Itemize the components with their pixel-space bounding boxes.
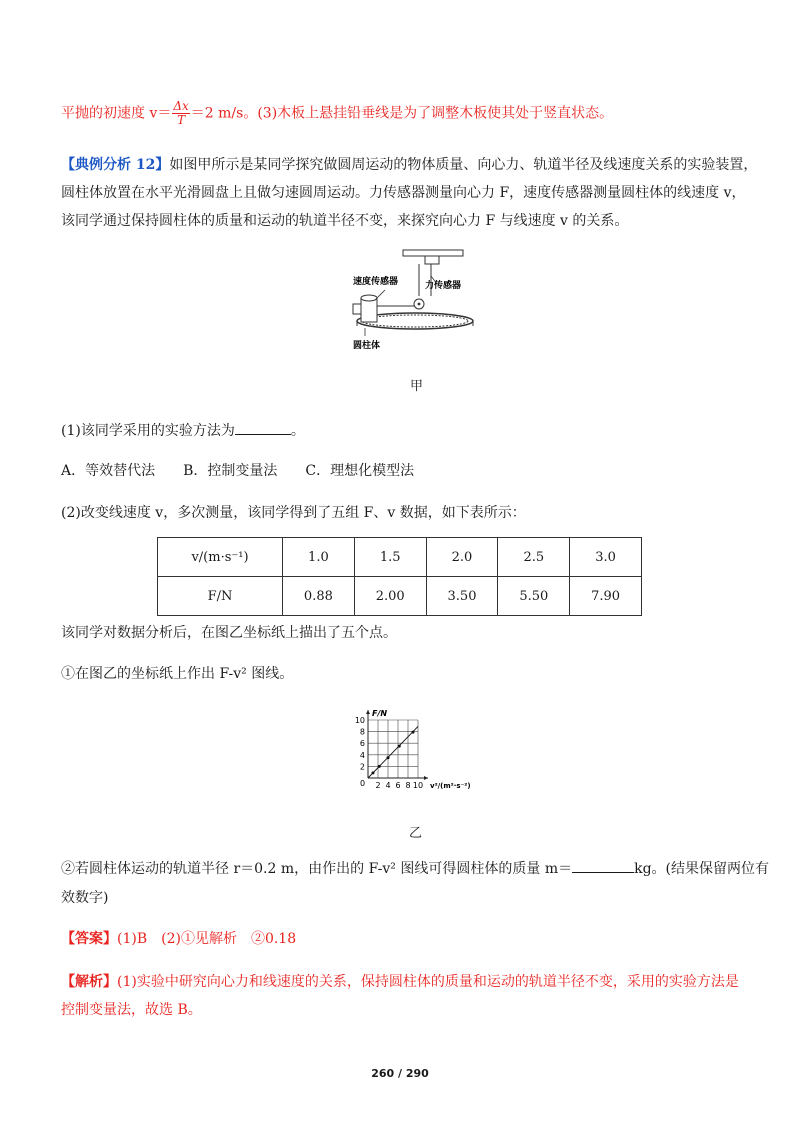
data-point: [378, 765, 381, 768]
question-1: [61, 420, 305, 440]
example-line-1: [61, 154, 757, 174]
table-header-f: F/N: [158, 577, 283, 616]
y-tick-label: 8: [359, 727, 365, 737]
table-row: [158, 538, 642, 577]
analysis-line-1: [61, 971, 739, 991]
question-1-end: 。: [290, 423, 305, 439]
answer-text: (1)B (2)①见解析 ②0.18: [117, 931, 297, 947]
data-point: [398, 745, 401, 748]
x-tick-label: 2: [375, 781, 381, 790]
example-text-1: 如图甲所示是某同学探究做圆周运动的物体质量、向心力、轨道半径及线速度关系的实验装置，: [169, 157, 758, 173]
x-tick-label: 6: [395, 781, 401, 790]
answer-tag: 【答案】: [61, 931, 117, 947]
example-tag: 【典例分析 12】: [61, 157, 170, 173]
table-cell: 2.5: [498, 538, 570, 577]
sub-question-2-text-a: ②若圆柱体运动的轨道半径 r＝0.2 m，由作出的 F-v² 图线可得圆柱体的质量 m＝: [61, 861, 573, 877]
page-number: 260 / 290: [371, 1067, 429, 1080]
table-header-v: v/(m·s⁻¹): [158, 538, 283, 577]
example-line-2: 圆柱体放置在水平光滑圆盘上且做匀速圆周运动。力传感器测量向心力 F，速度传感器测量圆柱体的线速度 v，: [61, 185, 746, 201]
cylinder-icon: [361, 298, 377, 322]
data-table: [157, 537, 642, 616]
analysis-line-2: 控制变量法，故选 B。: [61, 1002, 202, 1018]
sub-question-2-text-b: kg。(结果保留两位有: [634, 861, 770, 877]
label-speed-sensor: 速度传感器: [353, 277, 399, 287]
data-point: [387, 756, 390, 759]
fraction-numerator: Δx: [173, 99, 189, 113]
answer-blank-mass[interactable]: [572, 860, 634, 873]
x-tick-label: 4: [385, 781, 391, 790]
question-1-options: A．等效替代法 B．控制变量法 C．理想化模型法: [61, 463, 415, 479]
answer-blank-1[interactable]: [235, 422, 291, 435]
table-cell: 2.00: [354, 577, 426, 616]
figure-jia-caption: 甲: [410, 379, 424, 394]
table-cell: 1.0: [283, 538, 355, 577]
pulley-axle: [418, 303, 421, 306]
chart-y-label: F/N: [372, 709, 388, 718]
data-point: [372, 771, 375, 774]
data-point: [412, 731, 415, 734]
label-cylinder: 圆柱体: [353, 341, 381, 351]
question-2-text: (2)改变线速度 v，多次测量，该同学得到了五组 F、v 数据，如下表所示：: [61, 505, 526, 521]
table-cell: 2.0: [426, 538, 498, 577]
chart-fit-line: [368, 726, 418, 778]
force-sensor-body: [425, 256, 439, 264]
table-row: [158, 577, 642, 616]
fit-line: [368, 726, 418, 778]
intro-line: [61, 100, 613, 127]
intro-prefix: 平抛的初速度 v＝: [61, 105, 172, 122]
support-bar: [403, 250, 463, 256]
y-axis-arrow-icon: [366, 710, 370, 714]
chart-grid: [368, 720, 418, 778]
x-tick-label: 10: [412, 781, 424, 790]
chart-axes: [366, 710, 428, 780]
y-tick-label: 6: [359, 739, 365, 749]
intro-suffix: ＝2 m/s。(3)木板上悬挂铅垂线是为了调整木板使其处于竖直状态。: [190, 105, 614, 122]
table-cell: 7.90: [570, 577, 642, 616]
table-cell: 3.50: [426, 577, 498, 616]
x-tick-label: 8: [405, 781, 411, 790]
answer-line: [61, 928, 296, 948]
y-tick-label: 2: [359, 762, 365, 772]
fraction-denominator: T: [177, 113, 186, 127]
sub-question-2-line-1: [61, 858, 769, 878]
sub-question-2-line-2: 效数字): [61, 890, 109, 906]
label-force-sensor: 力传感器: [425, 281, 462, 291]
velocity-fraction: [172, 100, 189, 127]
sub-question-1: ①在图乙的坐标纸上作出 F-v² 图线。: [61, 666, 294, 682]
y-tick-label: 4: [359, 750, 365, 760]
analysis-text-1: (1)实验中研究向心力和线速度的关系，保持圆柱体的质量和运动的轨道半径不变，采用的实验方法是: [117, 974, 739, 990]
figure-yi-caption: 乙: [409, 826, 423, 841]
speed-sensor-body: [353, 304, 361, 314]
analysis-tag: 【解析】: [61, 974, 117, 990]
example-line-3: 该同学通过保持圆柱体的质量和运动的轨道半径不变，来探究向心力 F 与线速度 v 的关系。: [61, 213, 629, 229]
table-cell: 5.50: [498, 577, 570, 616]
question-1-text: (1)该同学采用的实验方法为: [61, 423, 235, 439]
table-cell: 1.5: [354, 538, 426, 577]
y-tick-label: 10: [354, 716, 365, 725]
f-v2-chart: [340, 700, 490, 800]
x-axis-arrow-icon: [424, 776, 428, 780]
apparatus-figure: [345, 244, 485, 356]
chart-origin-label: 0: [360, 779, 366, 788]
after-table-text: 该同学对数据分析后，在图乙坐标纸上描出了五个点。: [61, 625, 397, 641]
chart-x-label: v²/(m²·s⁻²): [430, 782, 471, 790]
table-cell: 3.0: [570, 538, 642, 577]
table-cell: 0.88: [283, 577, 355, 616]
cylinder-top: [361, 295, 377, 301]
